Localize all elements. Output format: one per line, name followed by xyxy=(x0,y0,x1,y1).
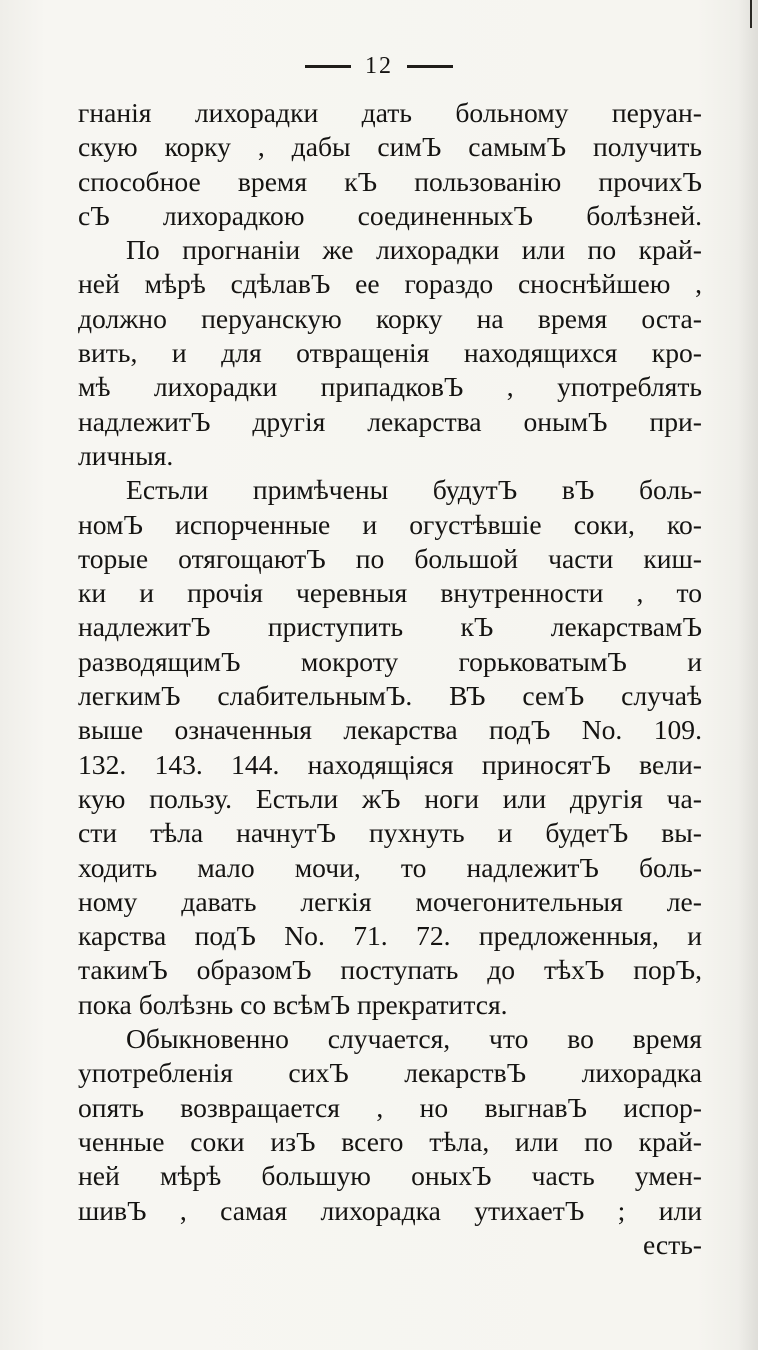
page-edge-mark xyxy=(750,0,752,28)
text-line: сти тѣла начнутЪ пухнуть и будетЪ вы- xyxy=(78,817,702,849)
text-line: ки и прочія черевныя внутренности , то xyxy=(78,577,702,609)
page-edge-shadow xyxy=(738,0,758,1350)
text-line: сЪ лихорадкою соединенныхЪ болѣзней. xyxy=(78,199,702,231)
text-line: ходить мало мочи, то надлежитЪ боль- xyxy=(78,851,702,883)
text-line: такимЪ образомЪ поступать до тѣхЪ порЪ, xyxy=(78,954,702,986)
text-line: легкимЪ слабительнымЪ. ВЪ семЪ случаѣ xyxy=(78,680,702,712)
text-line: вить, и для отвращенія находящихся кро- xyxy=(78,337,702,369)
text-line: способное время кЪ пользованію прочихЪ xyxy=(78,165,702,197)
text-line: скую корку , дабы симЪ самымЪ получить xyxy=(78,131,702,163)
text-line: личныя. xyxy=(78,439,174,471)
page-number: 12 xyxy=(365,52,393,79)
text-line: ному давать легкія мочегонительныя ле- xyxy=(78,885,702,917)
text-line: торые отягощаютЪ по большой части киш- xyxy=(78,542,702,574)
text-line: 132. 143. 144. находящіяся приносятЪ вели- xyxy=(78,748,702,780)
text-line: Обыкновенно случается, что во время xyxy=(126,1023,702,1055)
text-line: шивЪ , самая лихорадка утихаетЪ ; или xyxy=(78,1194,702,1226)
text-line: ней мѣрѣ сдѣлавЪ ее гораздо сноснѣйшею , xyxy=(78,268,702,300)
text-line: ней мѣрѣ большую оныхЪ часть умен- xyxy=(78,1160,702,1192)
text-line: По прогнаніи же лихорадки или по край- xyxy=(126,234,702,266)
text-line: ченные соки изЪ всего тѣла, или по край- xyxy=(78,1125,702,1157)
text-line: выше означенныя лекарства подЪ No. 109. xyxy=(78,714,702,746)
text-line: карства подЪ No. 71. 72. предложенныя, и xyxy=(78,920,702,952)
text-line: гнанія лихорадки дать больному перуан- xyxy=(78,97,702,128)
page-header xyxy=(0,50,758,82)
header-rule-right xyxy=(407,65,453,68)
text-line: пока болѣзнь со всѣмЪ прекратится. xyxy=(78,988,508,1020)
text-line: употребленія сихЪ лекарствЪ лихорадка xyxy=(78,1057,702,1089)
text-line: опять возвращается , но выгнавЪ испор- xyxy=(78,1091,702,1123)
text-line: кую пользу. Естьли жЪ ноги или другія ча- xyxy=(78,782,702,814)
catchword: есть- xyxy=(642,1228,702,1260)
text-line: номЪ испорченные и огустѣвшіе соки, ко- xyxy=(78,508,702,540)
text-line: разводящимЪ мокроту горьковатымЪ и xyxy=(78,645,702,677)
text-line: мѣ лихорадки припадковЪ , употреблять xyxy=(78,371,702,403)
text-line: надлежитЪ другія лекарства онымЪ при- xyxy=(78,405,702,437)
header-rule-left xyxy=(305,65,351,68)
text-line: надлежитЪ приступить кЪ лекарствамЪ xyxy=(78,611,702,643)
text-line: должно перуанскую корку на время оста- xyxy=(78,302,702,334)
body-text xyxy=(78,96,702,1262)
text-line: Естьли примѣчены будутЪ вЪ боль- xyxy=(126,474,702,506)
